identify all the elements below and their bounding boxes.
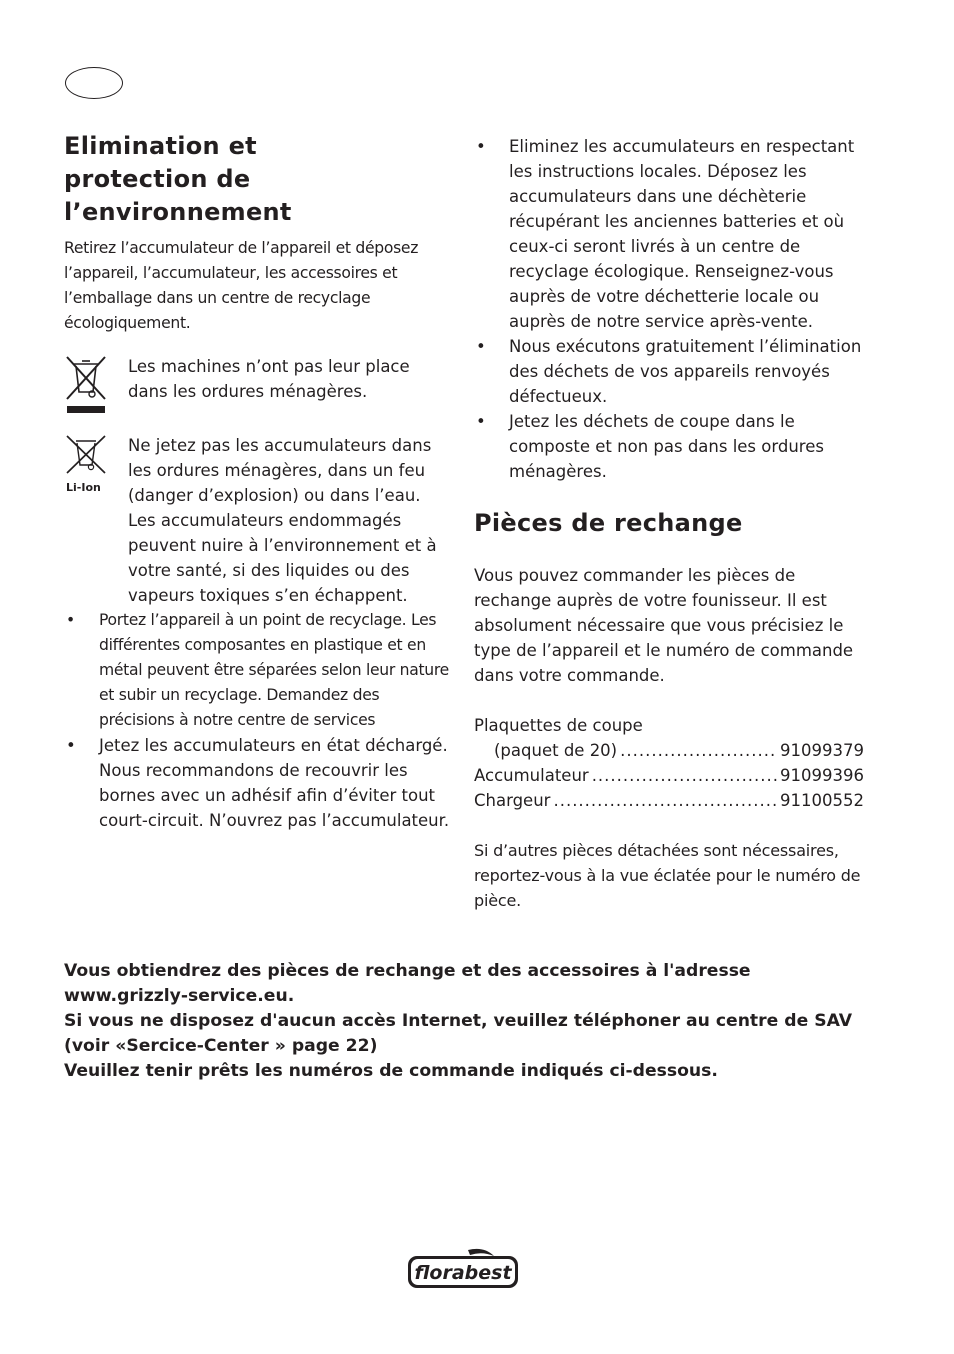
list-item: • Jetez les déchets de coupe dans le composte et non pas dans les ordures ménagères.	[474, 409, 864, 484]
icon-item-text: Les machines n’ont pas leur place dans les ordures ménagères.	[128, 357, 410, 401]
part-label: Accumulateur	[474, 766, 589, 785]
icon-item-machines	[64, 354, 452, 420]
leader-dots	[553, 788, 777, 813]
service-notice	[64, 959, 864, 1084]
right-column	[474, 134, 864, 913]
part-number: 91100552	[780, 791, 864, 810]
list-item: • Jetez les accumulateurs en état déchargé. Nous recommandons de recouvrir les bornes avec un adhésif afin d’éviter tout court-circuit. N’ouvrez pas l’accumulateur.	[64, 733, 452, 833]
spare-parts-note: Si d’autres pièces détachées sont nécessaires, reportez-vous à la vue éclatée pour le numéro de pièce.	[474, 841, 861, 910]
left-bullet-list	[64, 608, 452, 833]
part-label: (paquet de 20)	[494, 741, 618, 760]
list-item: • Portez l’appareil à un point de recyclage. Les différentes composantes en plastique et en métal peuvent être séparées selon leur nature et subir un recyclage. Demandez des précisions à notre centre de services	[64, 608, 452, 733]
notice-line: Si vous ne disposez d'aucun accès Internet, veuillez téléphoner au centre de SAV (voir «Sercice-Center » page 22)	[64, 1011, 853, 1056]
part-label: Chargeur	[474, 791, 551, 810]
left-column	[64, 130, 452, 833]
crossed-out-wheelie-bin-icon	[64, 354, 128, 420]
icon-item-li-ion	[64, 433, 452, 608]
icon-item-text: Ne jetez pas les accumulateurs dans les ordures ménagères, dans un feu (danger d’explosion) ou dans l’eau. Les accumulateurs endommagés peuvent nuire à l’environnement et à votre santé, si des liquides ou des vapeurs toxiques s’en échappent.	[128, 436, 437, 605]
list-item: • Nous exécutons gratuitement l’élimination des déchets de vos appareils renvoyés défectueux.	[474, 334, 864, 409]
heading-line: Elimination et	[64, 132, 257, 160]
parts-row	[474, 788, 864, 813]
disposal-intro: Retirez l’accumulateur de l’appareil et déposez l’appareil, l’accumulateur, les accessoires et l’emballage dans un centre de recyclage écologiquement.	[64, 239, 419, 332]
svg-text:florabest: florabest	[414, 1262, 512, 1284]
parts-title: Plaquettes de coupe	[474, 716, 643, 735]
li-ion-battery-disposal-icon	[64, 433, 128, 501]
language-marker-oval	[65, 67, 123, 99]
leader-dots	[620, 738, 777, 763]
notice-line: Vous obtiendrez des pièces de rechange et des accessoires à l'adresse www.grizzly-service.eu.	[64, 961, 751, 1006]
part-number: 91099396	[780, 766, 864, 785]
notice-line: Veuillez tenir prêts les numéros de commande indiqués ci-dessous.	[64, 1061, 718, 1081]
li-ion-label: Li-Ion	[66, 481, 101, 494]
right-bullet-list	[474, 134, 864, 484]
leader-dots	[592, 763, 777, 788]
florabest-logo	[406, 1248, 520, 1290]
parts-row	[474, 738, 864, 763]
spare-parts-intro: Vous pouvez commander les pièces de rechange auprès de votre founisseur. Il est absolument nécessaire que vous précisiez le type de l’appareil et le numéro de commande dans votre commande.	[474, 566, 854, 685]
section-heading-disposal	[64, 130, 452, 229]
parts-list	[474, 713, 864, 813]
heading-line: protection de	[64, 165, 251, 193]
parts-row	[474, 763, 864, 788]
section-heading-spare-parts: Pièces de rechange	[474, 509, 743, 537]
heading-line: l’environnement	[64, 198, 292, 226]
list-item: • Eliminez les accumulateurs en respectant les instructions locales. Déposez les accumulateurs dans une déchèterie récupérant les anciennes batteries et où ceux-ci seront livrés à un centre de recyclage écologique. Renseignez-vous auprès de votre déchetterie locale ou auprès de notre service après-vente.	[474, 134, 864, 334]
part-number: 91099379	[780, 741, 864, 760]
